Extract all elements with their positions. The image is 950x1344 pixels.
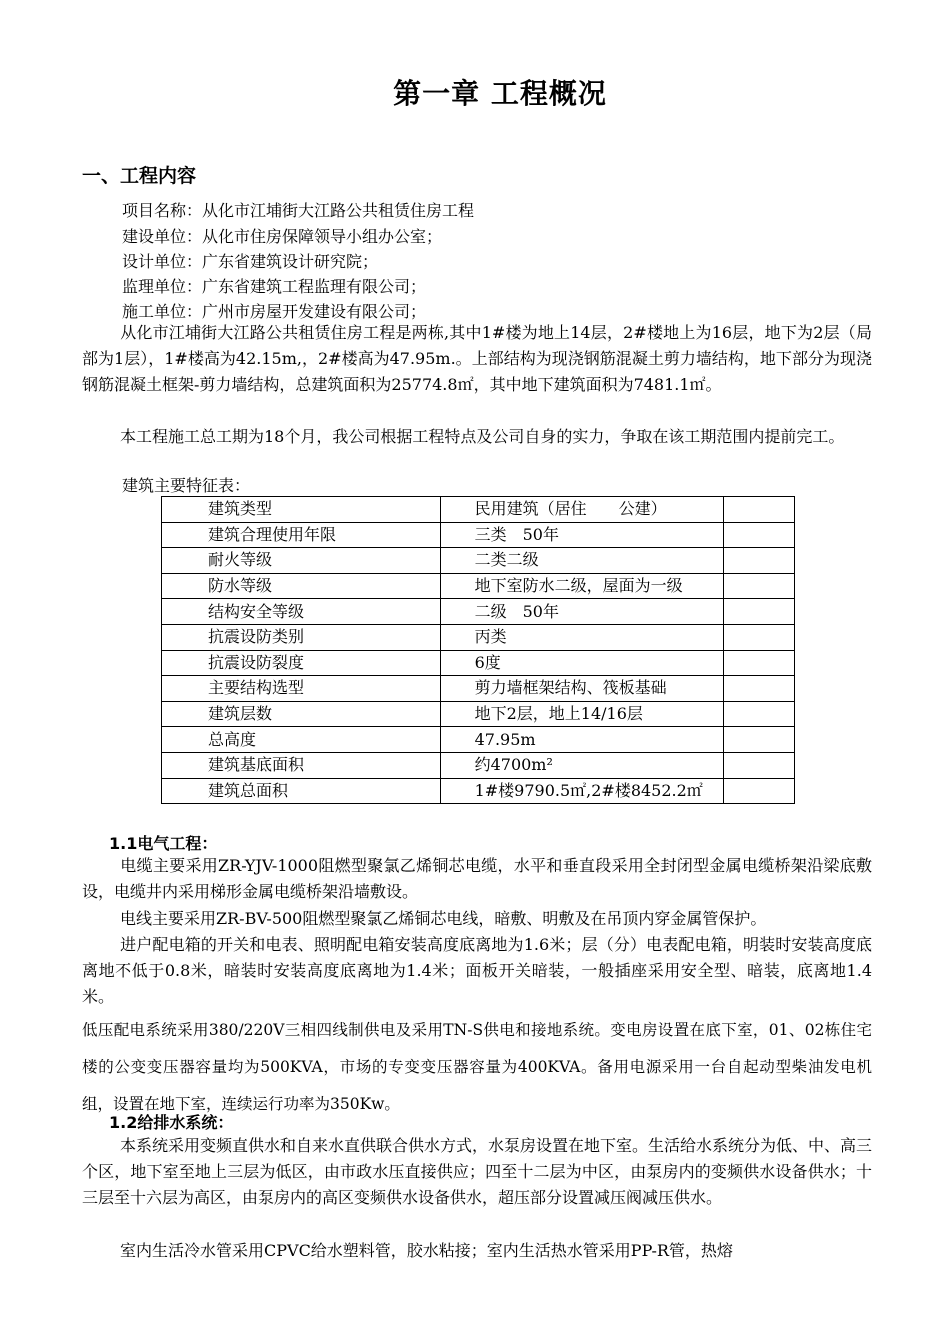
- table-row: [162, 624, 795, 650]
- overview-text: 从化市江埔街大江路公共租赁住房工程是两栋,其中1#楼为地上14层，2#楼地上为16层，地下为2层（局部为1层），1#楼高为42.15m,，2#楼高为47.95m.。上部结构为现浇钢筋混凝土剪力墙结构，地下部分为现浇钢筋混凝土框架-剪力墙结构，总建筑面积为25774.8㎡，其中地下建筑面积为7481.1㎡。: [82, 323, 872, 394]
- table-caption: 建筑主要特征表：: [122, 476, 251, 495]
- water-paragraph-2: [82, 1238, 872, 1264]
- schedule-paragraph: [82, 424, 872, 450]
- feature-note-cell: [724, 599, 795, 625]
- feature-name-cell: 耐火等级: [162, 548, 441, 574]
- table-row: [162, 650, 795, 676]
- feature-note-cell: [724, 522, 795, 548]
- feature-name-cell: 总高度: [162, 727, 441, 753]
- feature-note-cell: [724, 650, 795, 676]
- feature-note-cell: [724, 573, 795, 599]
- feature-note-cell: [724, 548, 795, 574]
- feature-note-cell: [724, 497, 795, 523]
- electrical-text-4: 低压配电系统采用380/220V三相四线制供电及采用TN-S供电和接地系统。变电房设置在底下室，01、02栋住宅楼的公变变压器容量均为500KVA，市场的专变变压器容量为400KVA。备用电源采用一台自起动型柴油发电机组，设置在地下室，连续运行功率为350Kw。: [82, 1021, 872, 1113]
- feature-note-cell: [724, 676, 795, 702]
- designer-line: 设计单位：广东省建筑设计研究院；: [122, 252, 379, 271]
- electrical-heading: 1.1电气工程：: [109, 834, 218, 853]
- table-row: [162, 778, 795, 804]
- table-row: [162, 497, 795, 523]
- water-paragraph-1: [82, 1133, 872, 1211]
- feature-value-cell: 丙类: [440, 624, 724, 650]
- feature-name-cell: 建筑层数: [162, 701, 441, 727]
- feature-name-cell: 建筑类型: [162, 497, 441, 523]
- feature-note-cell: [724, 727, 795, 753]
- water-heading: 1.2给排水系统：: [109, 1113, 234, 1132]
- table-row: [162, 727, 795, 753]
- chapter-title: 第一章 工程概况: [393, 77, 607, 110]
- feature-note-cell: [724, 778, 795, 804]
- feature-note-cell: [724, 752, 795, 778]
- feature-value-cell: 地下2层，地上14/16层: [440, 701, 724, 727]
- feature-name-cell: 建筑合理使用年限: [162, 522, 441, 548]
- feature-value-cell: 二级 50年: [440, 599, 724, 625]
- feature-value-cell: 三类 50年: [440, 522, 724, 548]
- table-row: [162, 676, 795, 702]
- feature-value-cell: 约4700m²: [440, 752, 724, 778]
- client-line: 建设单位：从化市住房保障领导小组办公室；: [122, 227, 443, 246]
- table-row: [162, 599, 795, 625]
- feature-table: [161, 496, 795, 804]
- electrical-text-3: 进户配电箱的开关和电表、照明配电箱安装高度底离地为1.6米；层（分）电表配电箱，明装时安装高度底离地不低于0.8米，暗装时安装高度底离地为1.4米；面板开关暗装，一般插座采用安全型、暗装，底离地1.4米。: [82, 935, 872, 1006]
- feature-note-cell: [724, 624, 795, 650]
- overview-paragraph: [82, 320, 872, 398]
- feature-name-cell: 结构安全等级: [162, 599, 441, 625]
- feature-value-cell: 二类二级: [440, 548, 724, 574]
- table-row: [162, 548, 795, 574]
- supervisor-line: 监理单位：广东省建筑工程监理有限公司；: [122, 277, 427, 296]
- feature-name-cell: 主要结构选型: [162, 676, 441, 702]
- feature-value-cell: 民用建筑（居住 公建）: [440, 497, 724, 523]
- electrical-text-1: 电缆主要采用ZR-YJV-1000阻燃型聚氯乙烯铜芯电缆，水平和垂直段采用全封闭型金属电缆桥架沿梁底敷设，电缆井内采用梯形金属电缆桥架沿墙敷设。: [82, 856, 872, 901]
- feature-value-cell: 6度: [440, 650, 724, 676]
- electrical-paragraph-3: [82, 932, 872, 1010]
- feature-value-cell: 47.95m: [440, 727, 724, 753]
- feature-name-cell: 防水等级: [162, 573, 441, 599]
- contractor-line: 施工单位：广州市房屋开发建设有限公司；: [122, 302, 427, 321]
- electrical-paragraph-1: [82, 853, 872, 905]
- electrical-paragraph-2: [82, 906, 872, 932]
- table-row: [162, 752, 795, 778]
- table-row: [162, 701, 795, 727]
- electrical-text-2: 电线主要采用ZR-BV-500阻燃型聚氯乙烯铜芯电线，暗敷、明敷及在吊顶内穿金属管保护。: [120, 909, 767, 928]
- feature-name-cell: 建筑基底面积: [162, 752, 441, 778]
- feature-name-cell: 抗震设防裂度: [162, 650, 441, 676]
- feature-value-cell: 地下室防水二级，屋面为一级: [440, 573, 724, 599]
- table-row: [162, 522, 795, 548]
- electrical-paragraph-4: [82, 1012, 872, 1123]
- water-text-1: 本系统采用变频直供水和自来水直供联合供水方式，水泵房设置在地下室。生活给水系统分为低、中、高三个区，地下室至地上三层为低区，由市政水压直接供应；四至十二层为中区，由泵房内的变频供水设备供水；十三层至十六层为高区，由泵房内的高区变频供水设备供水，超压部分设置减压阀减压供水。: [82, 1136, 873, 1207]
- feature-value-cell: 1#楼9790.5㎡,2#楼8452.2㎡: [440, 778, 724, 804]
- schedule-text: 本工程施工总工期为18个月，我公司根据工程特点及公司自身的实力，争取在该工期范围内提前完工。: [120, 427, 845, 446]
- feature-name-cell: 抗震设防类别: [162, 624, 441, 650]
- feature-value-cell: 剪力墙框架结构、筏板基础: [440, 676, 724, 702]
- project-name-line: 项目名称：从化市江埔街大江路公共租赁住房工程: [122, 201, 475, 220]
- table-row: [162, 573, 795, 599]
- feature-note-cell: [724, 701, 795, 727]
- feature-name-cell: 建筑总面积: [162, 778, 441, 804]
- water-text-2: 室内生活冷水管采用CPVC给水塑料管，胶水粘接；室内生活热水管采用PP-R管，热熔: [120, 1241, 733, 1260]
- section-heading: 一、工程内容: [82, 165, 197, 187]
